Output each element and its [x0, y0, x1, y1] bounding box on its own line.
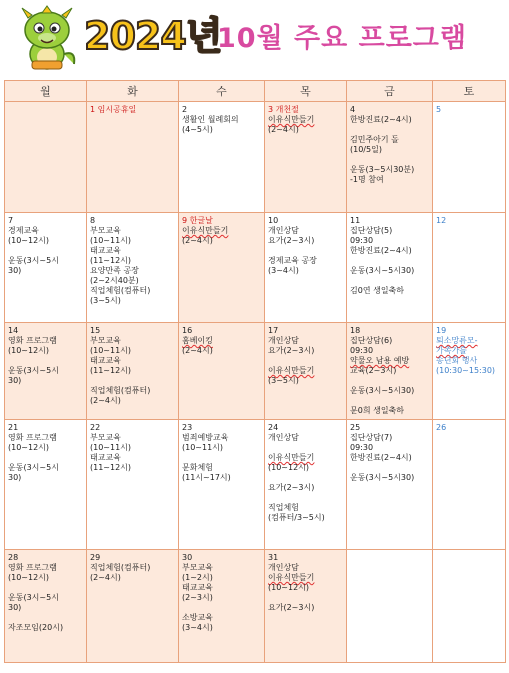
event-line: 송년회 행사 — [436, 356, 478, 365]
event-line: 운동(3시~5시 — [8, 256, 59, 265]
event-line — [350, 396, 429, 406]
day-cell — [433, 420, 506, 550]
event-line: 문0희 생일축하 — [350, 406, 405, 415]
event-line: 문화체험 — [182, 463, 213, 472]
event-line: 요가(2~3시) — [268, 603, 315, 612]
day-number: 4 — [350, 105, 356, 114]
event-line: (11시~17시) — [182, 473, 231, 482]
event-line — [350, 256, 429, 266]
weekday-tuesday: 화 — [87, 81, 179, 102]
event-line: 한방진료(2~4시) — [350, 246, 412, 255]
event-line: 30) — [8, 473, 22, 482]
event-line: 영화 프로그램 — [8, 563, 57, 572]
day-cell — [87, 323, 179, 420]
week-row — [5, 102, 506, 213]
day-cell — [433, 550, 506, 663]
event-line: 개인상담 — [268, 563, 299, 572]
event-line: 범죄예방교육 — [182, 433, 229, 442]
day-cell — [5, 550, 87, 663]
event-line: (컴퓨터/3~5시) — [268, 513, 325, 522]
event-line: 직업체험(컴퓨터) — [90, 386, 151, 395]
day-number: 25 — [350, 423, 361, 432]
event-line: 김0연 생일축하 — [350, 286, 405, 295]
event-line — [182, 453, 261, 463]
weekday-monday: 월 — [5, 81, 87, 102]
event-line: (10~12시) — [8, 443, 50, 452]
day-cell — [5, 213, 87, 323]
event-line: 영화 프로그램 — [8, 433, 57, 442]
event-line: 이유식만들기 — [268, 573, 315, 582]
event-line: 한방진료(2~4시) — [350, 453, 412, 462]
day-cell — [87, 420, 179, 550]
day-number: 29 — [90, 553, 101, 562]
event-line: 30) — [8, 376, 22, 385]
week-row — [5, 323, 506, 420]
day-number: 5 — [436, 105, 442, 114]
event-line: 이유식만들기 — [268, 366, 315, 375]
event-line: (2~2시40분) — [90, 276, 139, 285]
weekday-thursday: 목 — [265, 81, 347, 102]
day-number: 21 — [8, 423, 19, 432]
event-line: 요가(2~3시) — [268, 483, 315, 492]
day-cell — [347, 213, 433, 323]
event-line: (3~4시) — [268, 266, 299, 275]
event-line — [90, 376, 175, 386]
event-line: (10~12시) — [268, 583, 310, 592]
event-line: 운동(3시~5시 — [8, 593, 59, 602]
day-number: 26 — [436, 423, 447, 432]
day-cell — [179, 420, 265, 550]
event-line: 태교교육 — [90, 356, 121, 365]
event-line — [268, 443, 343, 453]
day-cell — [265, 550, 347, 663]
day-cell — [5, 102, 87, 213]
event-line: 부모교육 — [90, 226, 121, 235]
event-line: 개인상담 — [268, 433, 299, 442]
event-line: 운동(3시~5시30) — [350, 386, 415, 395]
event-line: 집단상담(5) — [350, 226, 393, 235]
event-line: 운동(3시~5시30) — [350, 266, 415, 275]
event-line: 부모교육 — [90, 433, 121, 442]
day-number: 11 — [350, 216, 361, 225]
event-line: 한방진료(2~4시) — [350, 115, 412, 124]
event-line: -1명 참여 — [350, 175, 384, 184]
day-cell — [265, 102, 347, 213]
day-number: 31 — [268, 553, 279, 562]
weekday-wednesday: 수 — [179, 81, 265, 102]
day-cell — [347, 102, 433, 213]
event-line: (2~4시) — [182, 236, 213, 245]
event-line: (11~12시) — [90, 463, 132, 472]
day-cell — [179, 550, 265, 663]
event-line: 김민주아기 돌 — [350, 135, 399, 144]
event-line: (2~4시) — [90, 396, 121, 405]
event-line: 가족가를 — [436, 346, 467, 355]
event-line: (11~12시) — [90, 366, 132, 375]
day-number: 23 — [182, 423, 193, 432]
event-line — [8, 583, 83, 593]
event-line: 부모교육 — [90, 336, 121, 345]
event-line: 운동(3시~5시 — [8, 366, 59, 375]
day-cell — [179, 102, 265, 213]
event-line: 이유식만들기 — [268, 115, 315, 124]
event-line — [182, 603, 261, 613]
event-line: (2~3시) — [182, 593, 213, 602]
day-cell — [347, 323, 433, 420]
day-number: 9 한글날 — [182, 216, 213, 225]
week-row — [5, 550, 506, 663]
day-cell — [87, 550, 179, 663]
day-cell — [265, 213, 347, 323]
event-line: (2~4시) — [182, 346, 213, 355]
day-number: 24 — [268, 423, 279, 432]
event-line: (10~12시) — [8, 346, 50, 355]
day-cell — [433, 323, 506, 420]
event-line: (1~2시) — [182, 573, 213, 582]
day-cell — [347, 550, 433, 663]
event-line: 09:30 — [350, 236, 374, 245]
event-line: 요가(2~3시) — [268, 346, 315, 355]
day-cell — [179, 213, 265, 323]
event-line — [8, 246, 83, 256]
event-line: 직업체험(컴퓨터) — [90, 286, 151, 295]
event-line: 경제교육 공장 — [268, 256, 317, 265]
event-line: 경제교육 — [8, 226, 39, 235]
weekday-saturday: 토 — [433, 81, 506, 102]
event-line — [350, 155, 429, 165]
event-line: 소방교육 — [182, 613, 213, 622]
event-line: (10/5일) — [350, 145, 382, 154]
event-line — [350, 276, 429, 286]
event-line: 직업체험(컴퓨터) — [90, 563, 151, 572]
event-line: 09:30 — [350, 443, 374, 452]
event-line: (10~11시) — [90, 346, 132, 355]
day-number: 22 — [90, 423, 101, 432]
day-number: 28 — [8, 553, 19, 562]
page-header — [0, 0, 509, 76]
event-line — [8, 453, 83, 463]
event-line: (10~12시) — [8, 236, 50, 245]
event-line: 운동(3시~5시30) — [350, 473, 415, 482]
year-heading: 2024년 — [84, 14, 222, 58]
day-cell — [87, 213, 179, 323]
event-line — [350, 463, 429, 473]
event-line: (10~11시) — [90, 236, 132, 245]
calendar-body — [5, 102, 506, 663]
day-number: 12 — [436, 216, 447, 225]
day-cell — [265, 420, 347, 550]
day-cell — [5, 420, 87, 550]
event-line: (10~12시) — [268, 463, 310, 472]
day-cell — [433, 102, 506, 213]
event-line: (4~5시) — [182, 125, 213, 134]
event-line: 이유식만들기 — [268, 453, 315, 462]
day-cell — [87, 102, 179, 213]
event-line — [8, 613, 83, 623]
event-line: (2~4시) — [268, 125, 299, 134]
week-row — [5, 213, 506, 323]
day-number: 1 임시공휴일 — [90, 105, 137, 114]
event-line: (10~11시) — [182, 443, 224, 452]
event-line: 30) — [8, 266, 22, 275]
event-line — [268, 473, 343, 483]
day-cell — [433, 213, 506, 323]
day-number: 18 — [350, 326, 361, 335]
day-cell — [347, 420, 433, 550]
dragon-mascot-icon — [14, 4, 80, 72]
event-line: 퇴소망류모- — [436, 336, 478, 345]
day-number: 19 — [436, 326, 447, 335]
event-line: 태교교육 — [90, 246, 121, 255]
page-title: 10월 주요 프로그램 — [217, 23, 467, 54]
event-line: (10~12시) — [8, 573, 50, 582]
day-number: 14 — [8, 326, 19, 335]
event-line: 생활인 월례회의 — [182, 115, 239, 124]
day-number: 10 — [268, 216, 279, 225]
event-line — [268, 356, 343, 366]
event-line: 운동(3시~5시 — [8, 463, 59, 472]
event-line: (10:30~15:30) — [436, 366, 496, 375]
event-line: (11~12시) — [90, 256, 132, 265]
event-line: 부모교육 — [182, 563, 213, 572]
day-cell — [179, 323, 265, 420]
event-line: (3~5시) — [90, 296, 121, 305]
day-cell — [5, 323, 87, 420]
event-line: 개인상담 — [268, 336, 299, 345]
event-line: 집단상담(6) — [350, 336, 393, 345]
event-line: 교육(2~3시) — [350, 366, 397, 375]
event-line: (2~4시) — [90, 573, 121, 582]
event-line: 운동(3~5시30분) — [350, 165, 415, 174]
event-line: (3~4시) — [182, 623, 213, 632]
day-cell — [265, 323, 347, 420]
weekday-header-row — [5, 81, 506, 102]
day-number: 17 — [268, 326, 279, 335]
event-line — [350, 125, 429, 135]
calendar-table — [4, 80, 506, 663]
event-line: 태교교육 — [182, 583, 213, 592]
event-line: (10~11시) — [90, 443, 132, 452]
day-number: 2 — [182, 105, 188, 114]
event-line: 홈베이킹 — [182, 336, 213, 345]
event-line: 집단상담(7) — [350, 433, 393, 442]
event-line — [350, 376, 429, 386]
day-number: 7 — [8, 216, 14, 225]
event-line: 이유식만들기 — [182, 226, 229, 235]
event-line: 약물오 남용 예방 — [350, 356, 410, 365]
event-line — [268, 493, 343, 503]
event-line — [8, 356, 83, 366]
event-line: 30) — [8, 603, 22, 612]
event-line — [268, 246, 343, 256]
week-row — [5, 420, 506, 550]
event-line — [268, 593, 343, 603]
day-number: 8 — [90, 216, 96, 225]
day-number: 3 개천절 — [268, 105, 299, 114]
event-line: 요가(2~3시) — [268, 236, 315, 245]
day-number: 16 — [182, 326, 193, 335]
event-line: (3~5시) — [268, 376, 299, 385]
event-line: 09:30 — [350, 346, 374, 355]
event-line: 자조모임(20시) — [8, 623, 64, 632]
day-number: 15 — [90, 326, 101, 335]
event-line: 개인상담 — [268, 226, 299, 235]
day-number: 30 — [182, 553, 193, 562]
event-line: 태교교육 — [90, 453, 121, 462]
event-line: 영화 프로그램 — [8, 336, 57, 345]
weekday-friday: 금 — [347, 81, 433, 102]
event-line: 직업체험 — [268, 503, 299, 512]
event-line: 요양만족 공장 — [90, 266, 139, 275]
